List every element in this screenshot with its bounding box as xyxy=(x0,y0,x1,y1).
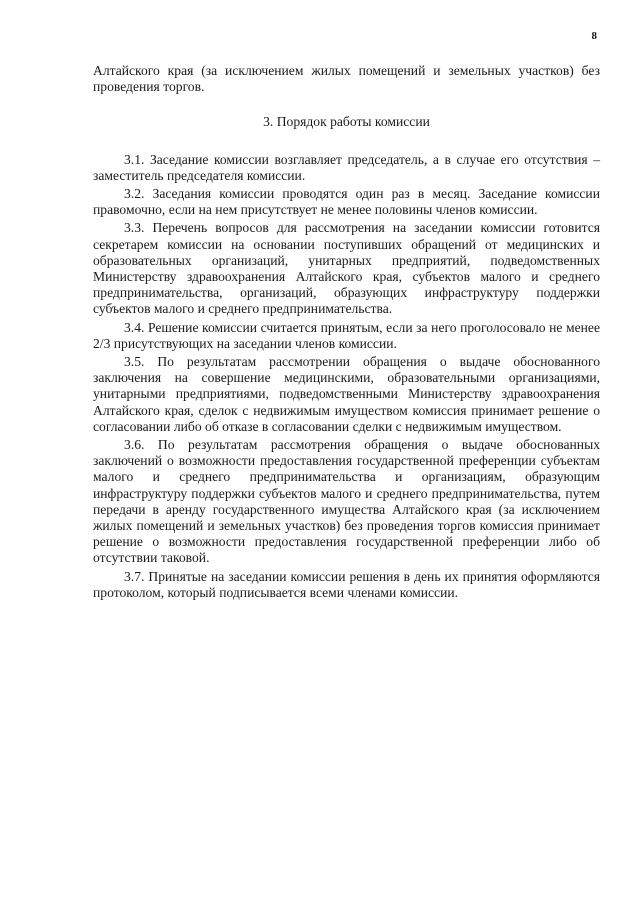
paragraph-3-1: 3.1. Заседание комиссии возглавляет председатель, а в случае его отсутствия – заместитель председателя комиссии. xyxy=(93,151,600,183)
paragraph-3-2: 3.2. Заседания комиссии проводятся один раз в месяц. Заседание комиссии правомочно, если на нем присутствует не менее половины членов комиссии. xyxy=(93,186,600,218)
paragraph-3-3: 3.3. Перечень вопросов для рассмотрения на заседании комиссии готовится секретарем комиссии на основании поступивших обращений от медицинских и образовательных организаций, унитарных предприятий, подведомственных Министерству здравоохранения Алтайского края, субъектов малого и среднего предпринимательства, организаций, образующих инфраструктуру поддержки субъектов малого и среднего предпринимательства. xyxy=(93,220,600,317)
document-body xyxy=(93,63,600,603)
paragraph-3-5: 3.5. По результатам рассмотрении обращения о выдаче обоснованного заключения на совершение медицинскими, образовательными организациями, унитарными предприятиями, подведомственными Министерству здравоохранения Алтайского края, сделок с недвижимым имуществом комиссия принимает решение о согласовании либо об отказе в согласовании сделки с недвижимым имуществом. xyxy=(93,354,600,434)
section-title: 3. Порядок работы комиссии xyxy=(263,114,430,130)
paragraph-3-6: 3.6. По результатам рассмотрения обращения о выдаче обоснованных заключений о возможности предоставления государственной преференции субъектам малого и среднего предпринимательства и организациям, образующим инфраструктуру поддержки субъектов малого и среднего предпринимательства, путем передачи в аренду государственного имущества Алтайского края (за исключением жилых помещений и земельных участков) без проведения торгов комиссия принимает решение о возможности предоставления государственной преференции либо об отсутствии таковой. xyxy=(93,437,600,566)
page-number: 8 xyxy=(591,30,597,42)
intro-paragraph: Алтайского края (за исключением жилых помещений и земельных участков) без проведения торгов. xyxy=(93,63,600,95)
paragraph-3-4: 3.4. Решение комиссии считается принятым, если за него проголосовало не менее 2/3 присутствующих на заседании членов комиссии. xyxy=(93,319,600,351)
paragraph-3-7: 3.7. Принятые на заседании комиссии решения в день их принятия оформляются протоколом, который подписывается всеми членами комиссии. xyxy=(93,568,600,600)
